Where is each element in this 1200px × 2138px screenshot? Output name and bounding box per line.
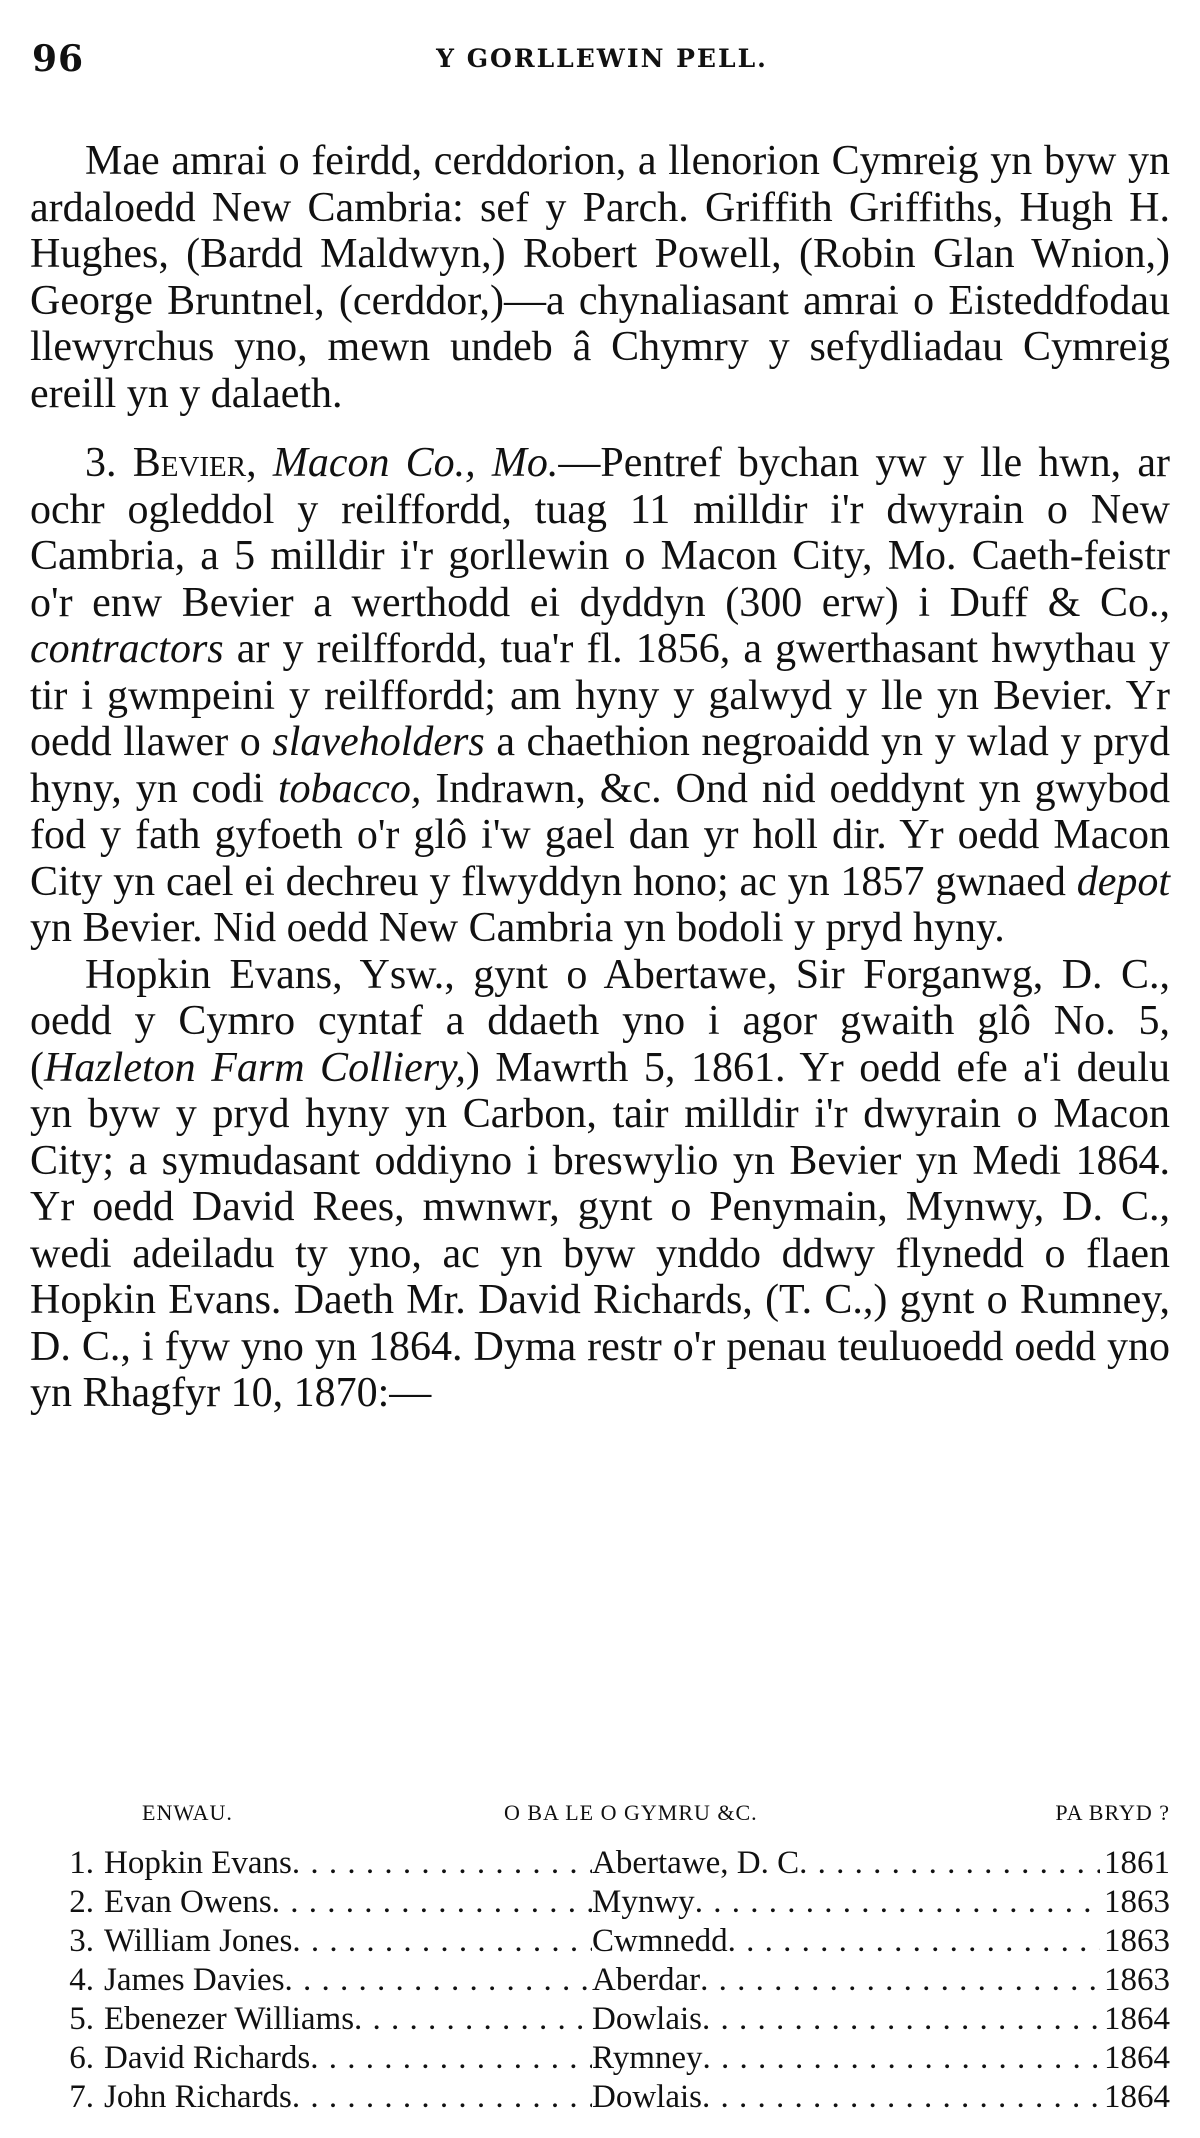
header-when: PA BRYD ? — [1055, 1800, 1170, 1825]
paragraph-2-text-2: ar y reilffordd, tua'r fl. 1856, a gwerthasant hwythau y tir i gwmpeini y reilffordd; am hyny y galwyd y lle yn Bevier. Yr oedd llawer o — [30, 626, 1170, 765]
dot-leader — [695, 1883, 1100, 1922]
dot-leader — [310, 2039, 592, 2078]
origin-place: Abertawe, D. C — [592, 1845, 800, 1881]
paragraph-2-text-5: yn Bevier. Nid oedd New Cambria yn bodoli y pryd hyny. — [30, 905, 1005, 951]
arrival-year: 1863 — [1104, 1884, 1170, 1920]
italic-term-slaveholders: slaveholders — [272, 719, 485, 765]
dot-leader — [799, 1844, 1100, 1883]
dot-leader — [700, 1961, 1100, 2000]
table-header — [30, 1800, 1170, 1844]
arrival-year: 1861 — [1104, 1845, 1170, 1881]
family-head-name: James Davies — [104, 1962, 285, 1998]
origin-place: Dowlais — [592, 2079, 702, 2115]
paragraph-3-text-2: ) Mawrth 5, 1861. Yr oedd efe a'i deulu yn byw y pryd hyny yn Carbon, tair milldir i'r dwyrain o Macon City; a symudasant oddiyno i breswylio yn Bevier yn Medi 1864. Yr oedd David Rees, mwnwr, gynt o Penymain, Mynwy, D. C., wedi adeiladu ty yno, ac yn byw ynddo ddwy flynedd o flaen Hopkin Evans. Daeth Mr. David Richards, (T. C.,) gynt o Rumney, D. C., i fyw yno yn 1864. Dyma restr o'r penau teuluoedd oedd yno yn Rhagfyr 10, 1870:— — [30, 1044, 1170, 1416]
italic-term-contractors: contractors — [30, 626, 224, 672]
italic-term-tobacco: tobacco, — [277, 765, 422, 812]
paragraph-3-text-1: Hopkin Evans, Ysw., gynt o Abertawe, Sir Forganwg, D. C., oedd y Cymro cyntaf a ddaeth yno i agor gwaith glô No. 5, ( — [30, 951, 1170, 1091]
origin-cell — [592, 1883, 1100, 1922]
arrival-year: 1864 — [1104, 2040, 1170, 2076]
origin-cell — [592, 2000, 1100, 2039]
origin-place: Mynwy — [592, 1884, 695, 1920]
table-body — [30, 1844, 1170, 2117]
arrival-year: 1864 — [1104, 2079, 1170, 2115]
family-head-name: David Richards — [104, 2040, 311, 2076]
arrival-year: 1863 — [1104, 1962, 1170, 1998]
italic-term-depot: depot — [1076, 858, 1170, 905]
family-head-name: John Richards — [104, 2079, 292, 2115]
place-name: Bevier, — [132, 440, 257, 486]
family-head-name: William Jones — [104, 1923, 293, 1959]
running-title: Y GORLLEWIN PELL. — [436, 44, 768, 73]
county-name: Macon Co., Mo. — [272, 440, 559, 486]
row-number: 3. — [69, 1923, 94, 1959]
origin-cell — [592, 1961, 1100, 2000]
table-row — [30, 1844, 1170, 1883]
origin-place: Cwmnedd — [592, 1923, 728, 1959]
table-row — [30, 1961, 1170, 2000]
row-number: 6. — [69, 2040, 94, 2076]
dot-leader — [292, 1844, 592, 1883]
paragraph-2-text-4: Indrawn, &c. Ond nid oeddynt yn gwybod fod y fath gyfoeth o'r glô i'w gael dan yr holl dir. Yr oedd Macon City yn cael ei dechreu y flwyddyn hono; ac yn 1857 gwnaed — [30, 765, 1171, 905]
table-row — [30, 2078, 1170, 2117]
dot-leader — [354, 2000, 592, 2039]
family-head-name: Evan Owens — [104, 1884, 272, 1920]
name-cell — [104, 1922, 592, 1961]
page-number: 96 — [32, 38, 85, 80]
row-number: 4. — [69, 1962, 94, 1998]
italic-term-colliery: Hazleton Farm Colliery, — [44, 1044, 466, 1091]
dot-leader — [702, 2078, 1100, 2117]
table-row — [30, 2039, 1170, 2078]
family-head-name: Ebenezer Williams — [104, 2001, 355, 2037]
family-head-name: Hopkin Evans — [104, 1845, 292, 1881]
row-number: 7. — [69, 2079, 94, 2115]
row-number: 1. — [69, 1845, 94, 1881]
header-origin: O BA LE O GYMRU &C. — [504, 1800, 758, 1825]
table-row — [30, 1922, 1170, 1961]
dot-leader — [292, 1922, 592, 1961]
dot-leader — [702, 2000, 1100, 2039]
paragraph-2-text-1: —Pentref bychan yw y lle hwn, ar ochr ogleddol y reilffordd, tuag 11 milldir i'r dwyrain o New Cambria, a 5 milldir i'r gorllewin o Macon City, Mo. Caeth-feistr o'r enw Bevier a werthodd ei dyddyn (300 erw) i Duff & Co., — [30, 440, 1171, 626]
row-number: 5. — [69, 2001, 94, 2037]
name-cell — [104, 1883, 592, 1922]
origin-place: Rymney — [592, 2040, 703, 2076]
paragraph-2-text-3: a chaethion negroaidd yn y wlad y pryd hyny, yn codi — [30, 719, 1170, 812]
dot-leader — [285, 1961, 592, 2000]
name-cell — [104, 1961, 592, 2000]
dot-leader — [728, 1922, 1100, 1961]
table-row — [30, 2000, 1170, 2039]
paragraph-3 — [30, 952, 1170, 1417]
body-text — [30, 138, 1170, 1417]
arrival-year: 1864 — [1104, 2001, 1170, 2037]
section-number: 3. — [85, 440, 117, 486]
row-number: 2. — [69, 1884, 94, 1920]
arrival-year: 1863 — [1104, 1923, 1170, 1959]
origin-cell — [592, 1844, 1100, 1883]
name-cell — [104, 2000, 592, 2039]
origin-cell — [592, 1922, 1100, 1961]
dot-leader — [292, 2078, 592, 2117]
name-cell — [104, 2078, 592, 2117]
table-row — [30, 1883, 1170, 1922]
origin-place: Dowlais — [592, 2001, 702, 2037]
paragraph-2 — [30, 440, 1170, 952]
origin-place: Aberdar — [592, 1962, 701, 1998]
origin-cell — [592, 2039, 1100, 2078]
name-cell — [104, 1844, 592, 1883]
page-header — [32, 38, 1172, 78]
paragraph-1: Mae amrai o feirdd, cerddorion, a llenorion Cymreig yn byw yn ardaloedd New Cambria: sef y Parch. Griffith Griffiths, Hugh H. Hughes, (Bardd Maldwyn,) Robert Powell, (Robin Glan Wnion,) George Bruntnel, (cerddor,)—a chynaliasant amrai o Eisteddfodau llewyrchus yno, mewn undeb â Chymry y sefydliadau Cymreig ereill yn y dalaeth. — [30, 138, 1170, 417]
origin-cell — [592, 2078, 1100, 2117]
header-names: ENWAU. — [142, 1800, 233, 1825]
dot-leader — [272, 1883, 592, 1922]
name-cell — [104, 2039, 592, 2078]
families-table — [30, 1800, 1170, 2117]
dot-leader — [703, 2039, 1100, 2078]
